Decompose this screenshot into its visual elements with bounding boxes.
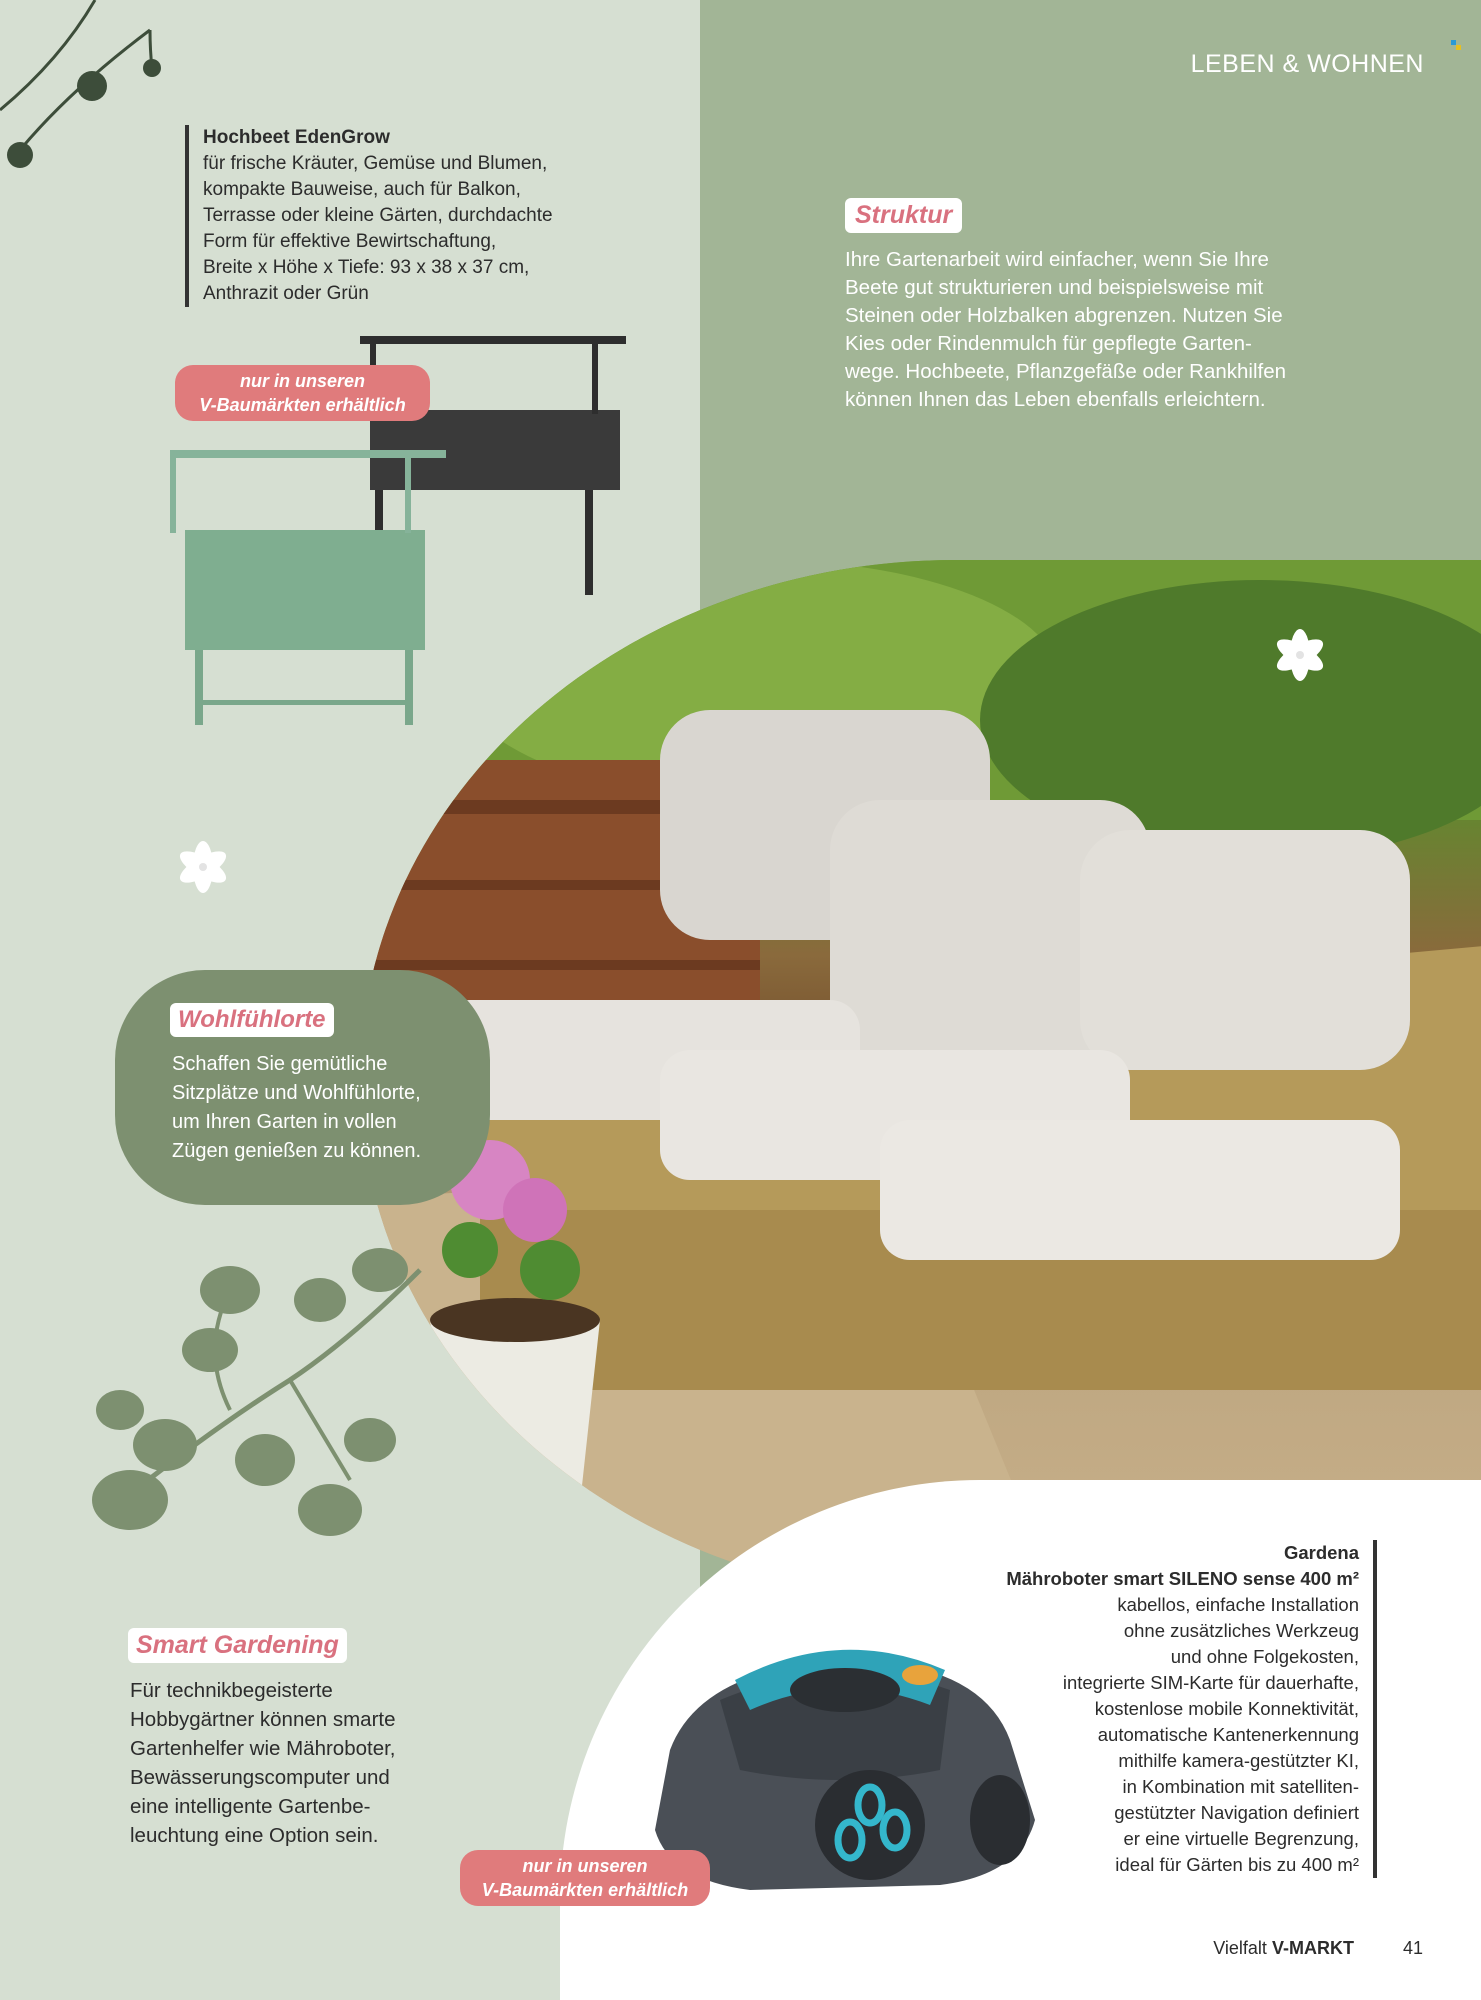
gardena-line: automatische Kantenerkennung bbox=[1097, 1724, 1359, 1745]
gardena-line: mithilfe kamera-gestützter KI, bbox=[1118, 1750, 1359, 1771]
wohlfuehlorte-line: um Ihren Garten in vollen bbox=[172, 1111, 397, 1133]
smart-gardening-line: leuchtung eine Option sein. bbox=[130, 1824, 379, 1847]
struktur-line: wege. Hochbeete, Pflanzgefäße oder Rankhilfen bbox=[845, 360, 1287, 383]
wohlfuehlorte-line: Schaffen Sie gemütliche bbox=[172, 1053, 388, 1075]
struktur-line: können Ihnen das Leben ebenfalls erleichtern. bbox=[845, 388, 1266, 411]
smart-gardening-line: Hobbygärtner können smarte bbox=[130, 1708, 396, 1731]
hochbeet-line: Form für effektive Bewirtschaftung, bbox=[203, 231, 497, 252]
gardena-line: gestützter Navigation definiert bbox=[1114, 1802, 1359, 1823]
section-header: LEBEN & WOHNEN bbox=[1190, 50, 1424, 78]
hochbeet-line: kompakte Bauweise, auch für Balkon, bbox=[203, 179, 521, 200]
corner-registration-mark bbox=[1451, 40, 1461, 50]
gardena-line: integrierte SIM-Karte für dauerhafte, bbox=[1062, 1672, 1359, 1693]
struktur-line: Steinen oder Holzbalken abgrenzen. Nutzen Sie bbox=[845, 304, 1283, 327]
flower-decoration-left bbox=[168, 832, 238, 902]
availability-badge-hochbeet bbox=[175, 365, 430, 421]
badge-line: V-Baumärkten erhältlich bbox=[199, 395, 406, 415]
hochbeet-line: Breite x Höhe x Tiefe: 93 x 38 x 37 cm, bbox=[203, 257, 530, 278]
gardena-description bbox=[939, 1540, 1377, 1878]
struktur-line: Beete gut strukturieren und beispielsweise mit bbox=[845, 276, 1264, 299]
gardena-title: Mähroboter smart SILENO sense 400 m² bbox=[1006, 1568, 1359, 1589]
wohlfuehlorte-line: Sitzplätze und Wohlfühlorte, bbox=[172, 1082, 421, 1104]
hochbeet-line: Anthrazit oder Grün bbox=[203, 283, 369, 304]
struktur-text bbox=[845, 246, 1315, 414]
flower-decoration-right bbox=[1265, 620, 1335, 690]
hochbeet-line: für frische Kräuter, Gemüse und Blumen, bbox=[203, 153, 548, 174]
smart-gardening-label: Smart Gardening bbox=[128, 1628, 347, 1663]
footer-brand: V-MARKT bbox=[1271, 1938, 1354, 1958]
footer-prefix: Vielfalt bbox=[1213, 1938, 1267, 1958]
gardena-line: ideal für Gärten bis zu 400 m² bbox=[1115, 1854, 1359, 1875]
gardena-line: er eine virtuelle Begrenzung, bbox=[1123, 1828, 1359, 1849]
badge-line: nur in unseren bbox=[239, 371, 365, 391]
branch-decoration-top bbox=[0, 0, 180, 180]
badge-line: V-Baumärkten erhältlich bbox=[481, 1880, 689, 1900]
availability-badge-mower bbox=[460, 1850, 710, 1906]
hochbeet-line: Terrasse oder kleine Gärten, durchdachte bbox=[203, 205, 553, 226]
gardena-line: kabellos, einfache Installation bbox=[1117, 1594, 1359, 1615]
gardena-brand: Gardena bbox=[1283, 1542, 1359, 1563]
struktur-label: Struktur bbox=[845, 198, 962, 233]
gardena-line: in Kombination mit satelliten- bbox=[1122, 1776, 1359, 1797]
gardena-line: und ohne Folgekosten, bbox=[1170, 1646, 1359, 1667]
hochbeet-title: Hochbeet EdenGrow bbox=[203, 127, 390, 148]
page-number: 41 bbox=[1402, 1938, 1423, 1958]
smart-gardening-text bbox=[130, 1676, 460, 1850]
smart-gardening-line: Gartenhelfer wie Mähroboter, bbox=[130, 1737, 396, 1760]
wohlfuehlorte-label: Wohlfühlorte bbox=[170, 1003, 334, 1037]
smart-gardening-line: eine intelligente Gartenbe- bbox=[130, 1795, 371, 1818]
leaf-branch-decoration bbox=[90, 1230, 450, 1560]
wohlfuehlorte-line: Zügen genießen zu können. bbox=[172, 1140, 422, 1162]
smart-gardening-line: Für technikbegeisterte bbox=[130, 1679, 333, 1702]
badge-line: nur in unseren bbox=[522, 1856, 648, 1876]
page-footer bbox=[1213, 1938, 1423, 1959]
smart-gardening-line: Bewässerungscomputer und bbox=[130, 1766, 390, 1789]
struktur-line: Kies oder Rindenmulch für gepflegte Garten- bbox=[845, 332, 1252, 355]
hochbeet-description bbox=[185, 125, 603, 307]
gardena-line: kostenlose mobile Konnektivität, bbox=[1094, 1698, 1359, 1719]
wohlfuehlorte-text bbox=[172, 1050, 472, 1166]
struktur-line: Ihre Gartenarbeit wird einfacher, wenn Sie Ihre bbox=[845, 248, 1269, 271]
gardena-line: ohne zusätzliches Werkzeug bbox=[1123, 1620, 1359, 1641]
